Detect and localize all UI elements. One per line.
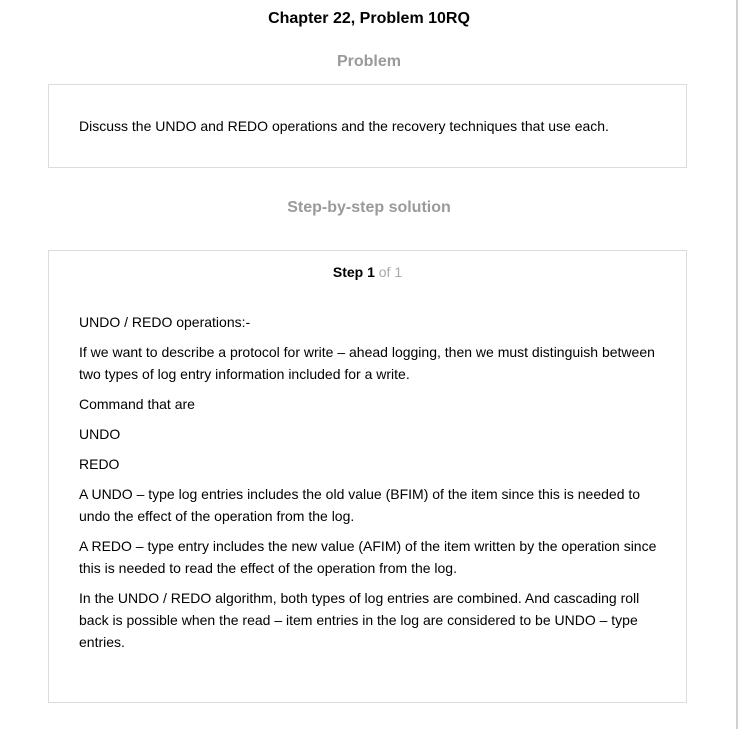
chapter-title: Chapter 22, Problem 10RQ	[268, 10, 470, 27]
step-total: of 1	[374, 264, 403, 280]
step-indicator	[49, 264, 686, 280]
solution-paragraph: REDO	[79, 456, 120, 472]
solution-paragraph: If we want to describe a protocol for write – ahead logging, then we must distinguish between two types of log entry information included for a write.	[79, 344, 655, 382]
solution-paragraph: A REDO – type entry includes the new value (AFIM) of the item written by the operation since this is needed to read the effect of the operation from the log.	[79, 538, 657, 576]
problem-heading: Problem	[336, 53, 401, 70]
solution-paragraph: A UNDO – type log entries includes the old value (BFIM) of the item since this is needed to undo the effect of the operation from the log.	[79, 486, 641, 524]
problem-box	[48, 84, 687, 168]
solution-paragraph: UNDO	[79, 426, 121, 442]
solution-heading: Step-by-step solution	[287, 199, 451, 216]
solution-body	[79, 311, 659, 661]
step-number: Step 1	[332, 264, 375, 280]
problem-text: Discuss the UNDO and REDO operations and the recovery techniques that use each.	[79, 118, 609, 134]
solution-paragraph: Command that are	[79, 396, 195, 412]
solution-box	[48, 250, 687, 703]
solution-paragraph: In the UNDO / REDO algorithm, both types of log entries are combined. And cascading roll back is possible when the read – item entries in the log are considered to be UNDO – type entries.	[79, 590, 640, 650]
solution-paragraph: UNDO / REDO operations:-	[79, 314, 251, 330]
